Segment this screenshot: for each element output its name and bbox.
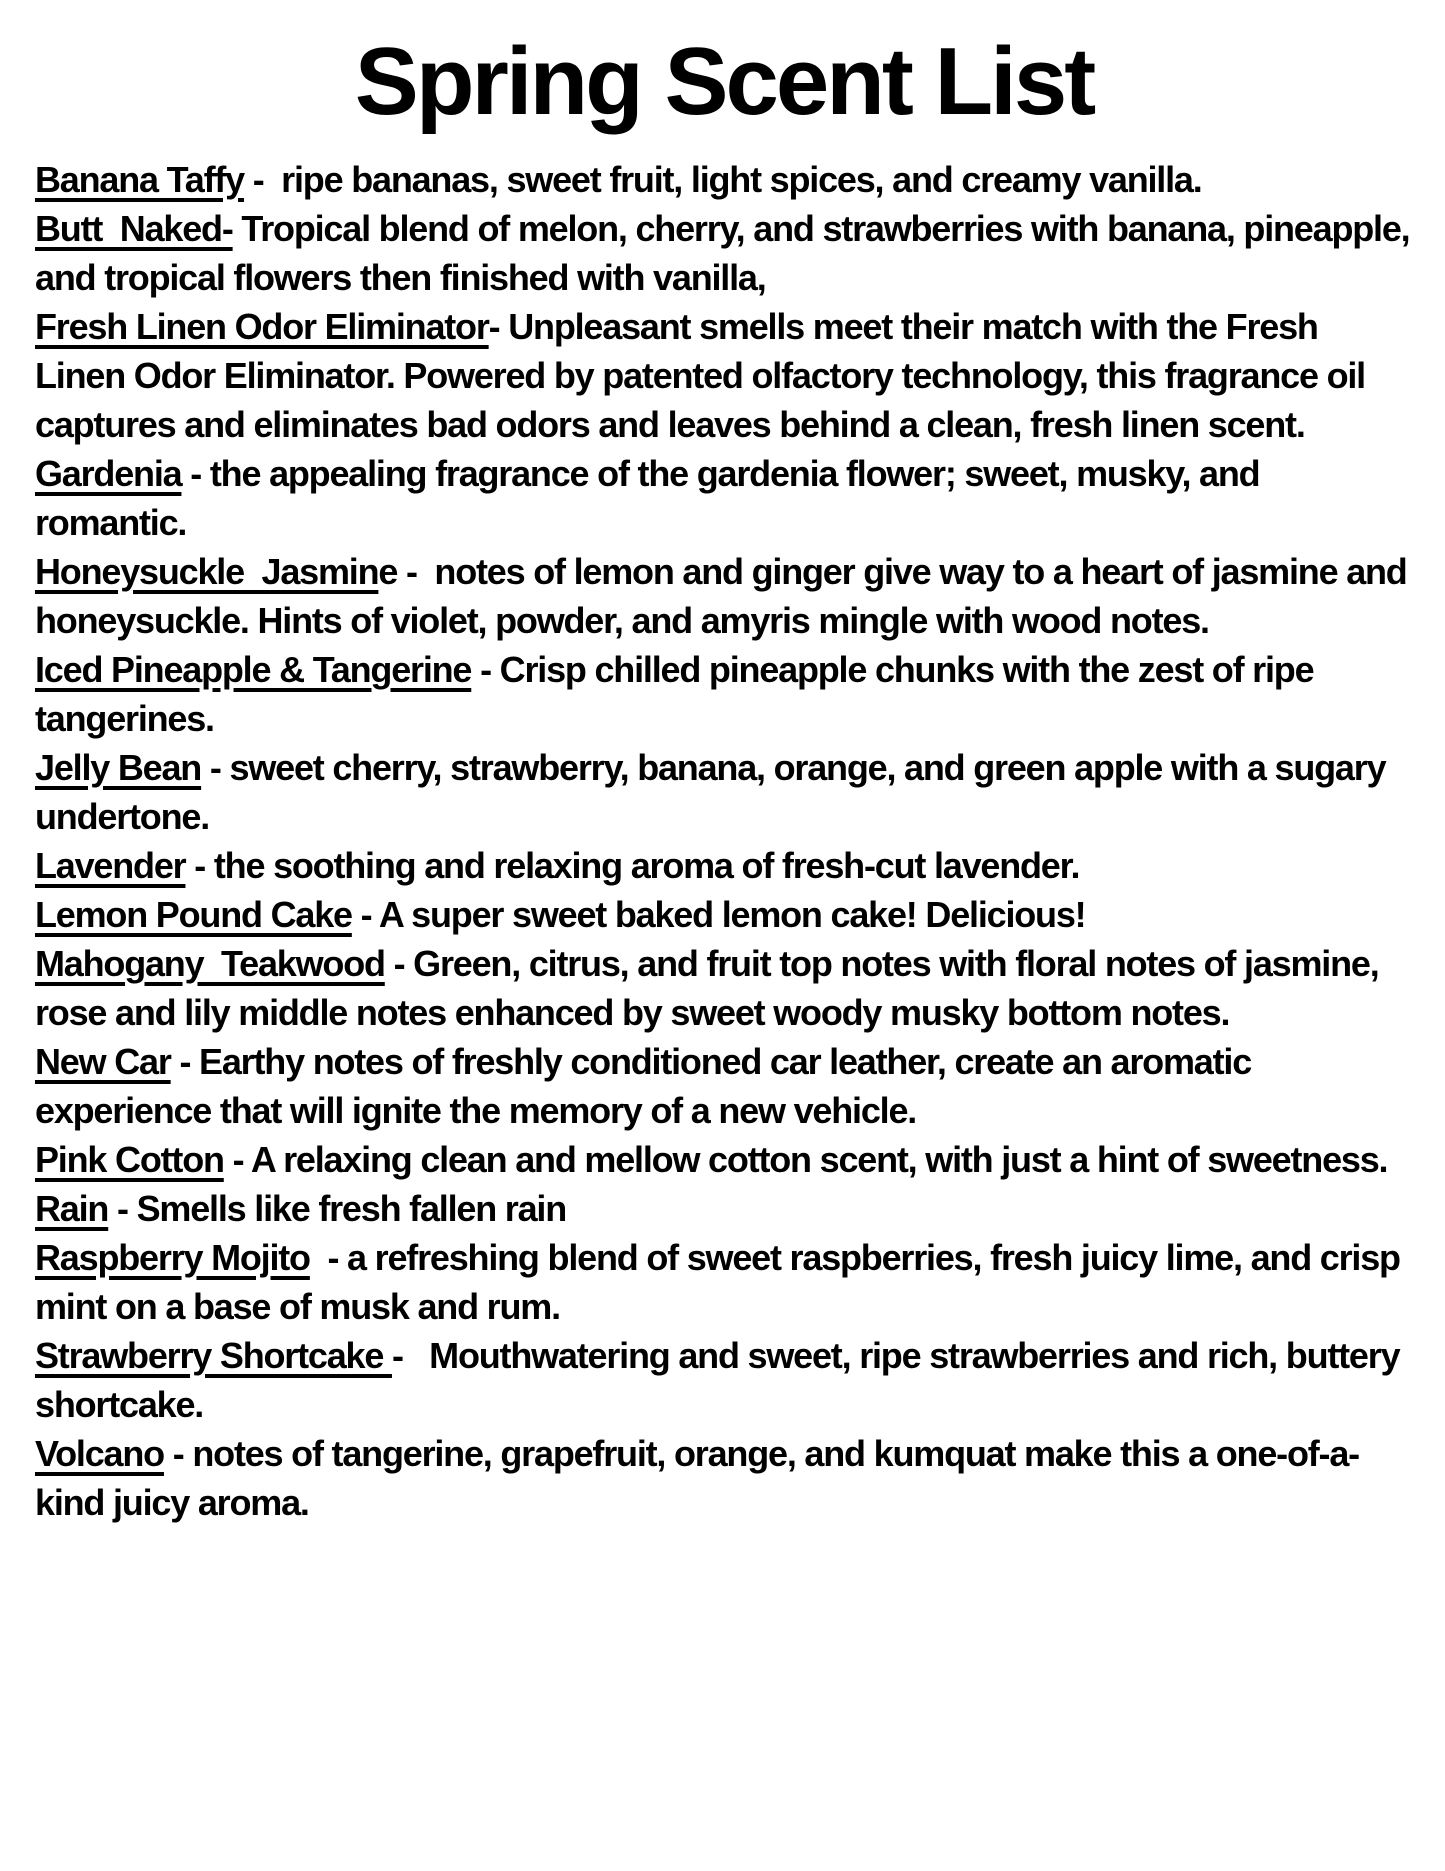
scent-description: - the soothing and relaxing aroma of fresh-cut lavender. — [185, 844, 1080, 886]
scent-name: Fresh Linen Odor Eliminator — [35, 305, 489, 347]
scent-item — [35, 1233, 1413, 1331]
scent-item — [35, 1429, 1413, 1527]
scent-name: Iced Pineapple & Tangerine — [35, 648, 472, 690]
scent-description: - the appealing fragrance of the gardenia flower; sweet, musky, and romantic. — [35, 452, 1269, 543]
scent-description: - Mouthwatering and sweet, ripe strawberries and rich, buttery shortcake. — [35, 1334, 1409, 1425]
scent-name: Strawberry Shortcake — [35, 1334, 392, 1376]
scent-list — [35, 155, 1419, 1527]
scent-name: Lemon Pound Cake — [35, 893, 352, 935]
scent-description: - ripe bananas, sweet fruit, light spices, and creamy vanilla. — [243, 158, 1202, 200]
scent-name: Raspberry Mojito — [35, 1236, 310, 1278]
scent-item — [35, 841, 1413, 890]
scent-name: Jelly Bean — [35, 746, 202, 788]
scent-name: Mahogany Teakwood — [35, 942, 385, 984]
scent-description: - Green, citrus, and fruit top notes with floral notes of jasmine, rose and lily middle notes enhanced by sweet woody musky bottom notes. — [35, 942, 1388, 1033]
scent-item — [35, 645, 1413, 743]
scent-name: Pink Cotton — [35, 1138, 224, 1180]
scent-item — [35, 1037, 1413, 1135]
scent-item — [35, 1184, 1413, 1233]
scent-item — [35, 1331, 1413, 1429]
scent-description: - Earthy notes of freshly conditioned car leather, create an aromatic experience that will ignite the memory of a new vehicle. — [35, 1040, 1260, 1131]
scent-item — [35, 204, 1419, 302]
scent-name: New Car — [35, 1040, 171, 1082]
scent-name: Volcano — [35, 1432, 164, 1474]
scent-description: - sweet cherry, strawberry, banana, orange, and green apple with a sugary undertone. — [35, 746, 1395, 837]
scent-name: Lavender — [35, 844, 186, 886]
scent-description: - A relaxing clean and mellow cotton scent, with just a hint of sweetness. — [223, 1138, 1388, 1180]
scent-description: - Crisp chilled pineapple chunks with the zest of ripe tangerines. — [35, 648, 1323, 739]
scent-name: Honeysuckle Jasmin — [35, 550, 379, 592]
scent-item — [35, 155, 1413, 204]
scent-item — [35, 1135, 1413, 1184]
scent-name-tail: e — [378, 550, 398, 592]
page-title: Spring Scent List — [354, 28, 1094, 135]
scent-description: - notes of tangerine, grapefruit, orange, and kumquat make this a one-of-a-kind juicy aroma. — [35, 1432, 1359, 1523]
scent-description: - Unpleasant smells meet their match with the Fresh Linen Odor Eliminator. Powered by patented olfactory technology, this fragrance oil captures and eliminates bad odors and leaves behind a clean, fresh linen scent. — [35, 305, 1374, 445]
scent-description: - notes of lemon and ginger give way to a heart of jasmine and honeysuckle. Hints of violet, powder, and amyris mingle with wood notes. — [35, 550, 1416, 641]
scent-item — [35, 890, 1413, 939]
scent-description: - Smells like fresh fallen rain — [108, 1187, 567, 1229]
scent-name: Banana Taffy — [35, 158, 244, 200]
scent-item — [35, 743, 1413, 841]
scent-description: Tropical blend of melon, cherry, and strawberries with banana, pineapple, and tropical flowers then finished with vanilla, — [35, 207, 1419, 298]
scent-description: - A super sweet baked lemon cake! Delicious! — [351, 893, 1086, 935]
scent-item — [35, 302, 1413, 449]
scent-item — [35, 547, 1416, 645]
scent-item — [35, 939, 1413, 1037]
scent-item — [35, 449, 1413, 547]
scent-name: Gardenia — [35, 452, 182, 494]
scent-name: Rain — [35, 1187, 109, 1229]
scent-name: Butt Naked- — [35, 207, 233, 249]
scent-description: - a refreshing blend of sweet raspberries, fresh juicy lime, and crisp mint on a base of musk and rum. — [35, 1236, 1409, 1327]
